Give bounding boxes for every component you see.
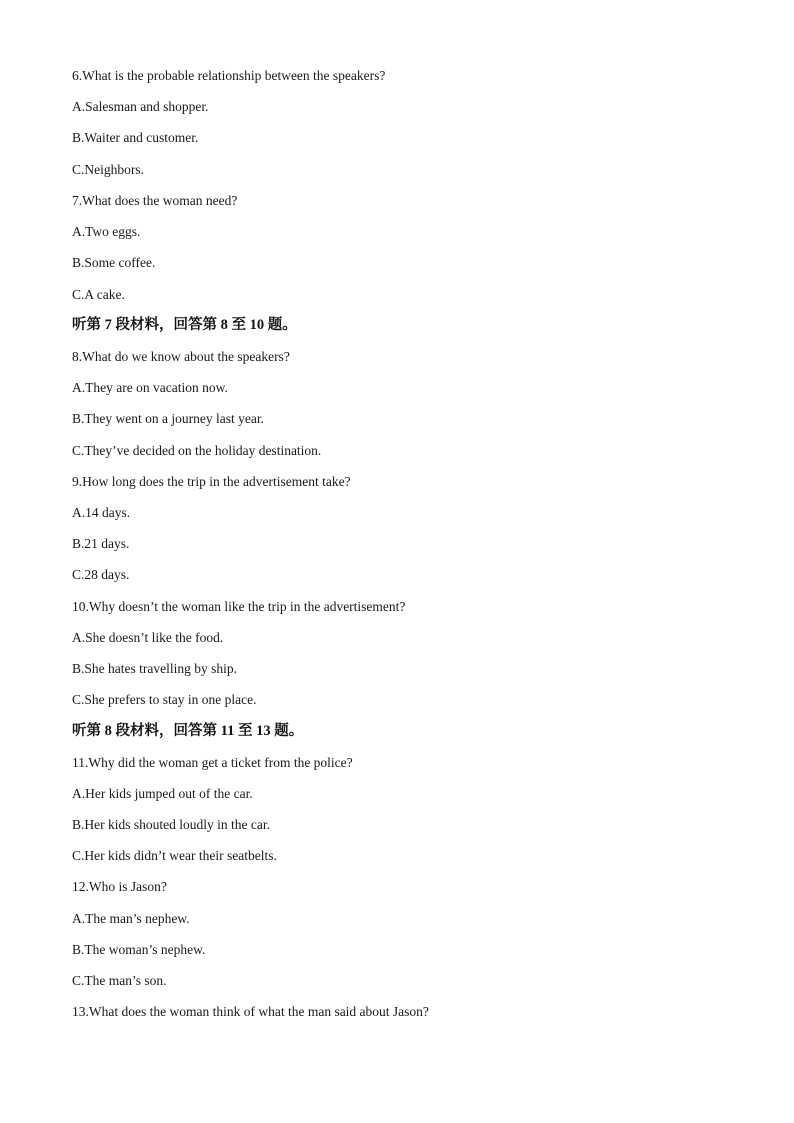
question-12-stem: 12.Who is Jason? (72, 879, 167, 894)
question-9-option-a: A.14 days. (72, 505, 131, 520)
question-7-option-b: B.Some coffee. (72, 255, 156, 270)
question-6-stem: 6.What is the probable relationship between the speakers? (72, 68, 386, 83)
question-11-option-c: C.Her kids didn’t wear their seatbelts. (72, 848, 277, 863)
question-8-option-c: C.They’ve decided on the holiday destination. (72, 443, 322, 458)
question-10-option-c: C.She prefers to stay in one place. (72, 692, 257, 707)
section-heading-passage-8: 听第 8 段材料，回答第 11 至 13 题。 (72, 723, 304, 739)
question-6-option-a: A.Salesman and shopper. (72, 99, 209, 114)
question-7-option-a: A.Two eggs. (72, 224, 141, 239)
section-heading-passage-7: 听第 7 段材料，回答第 8 至 10 题。 (72, 317, 297, 333)
question-11-stem: 11.Why did the woman get a ticket from the police? (72, 755, 353, 770)
question-11-option-a: A.Her kids jumped out of the car. (72, 786, 253, 801)
question-8-option-b: B.They went on a journey last year. (72, 411, 264, 426)
question-12-option-c: C.The man’s son. (72, 973, 167, 988)
question-6-option-b: B.Waiter and customer. (72, 130, 199, 145)
question-8-stem: 8.What do we know about the speakers? (72, 349, 290, 364)
question-6-option-c: C.Neighbors. (72, 162, 144, 177)
question-13-stem: 13.What does the woman think of what the man said about Jason? (72, 1004, 429, 1019)
question-7-option-c: C.A cake. (72, 287, 125, 302)
question-12-option-b: B.The woman’s nephew. (72, 942, 206, 957)
question-11-option-b: B.Her kids shouted loudly in the car. (72, 817, 270, 832)
question-7-stem: 7.What does the woman need? (72, 193, 238, 208)
question-8-option-a: A.They are on vacation now. (72, 380, 228, 395)
question-12-option-a: A.The man’s nephew. (72, 911, 190, 926)
question-9-stem: 9.How long does the trip in the advertisement take? (72, 474, 351, 489)
question-10-option-a: A.She doesn’t like the food. (72, 630, 224, 645)
question-10-option-b: B.She hates travelling by ship. (72, 661, 237, 676)
question-10-stem: 10.Why doesn’t the woman like the trip in the advertisement? (72, 599, 406, 614)
question-9-option-b: B.21 days. (72, 536, 130, 551)
question-9-option-c: C.28 days. (72, 567, 130, 582)
